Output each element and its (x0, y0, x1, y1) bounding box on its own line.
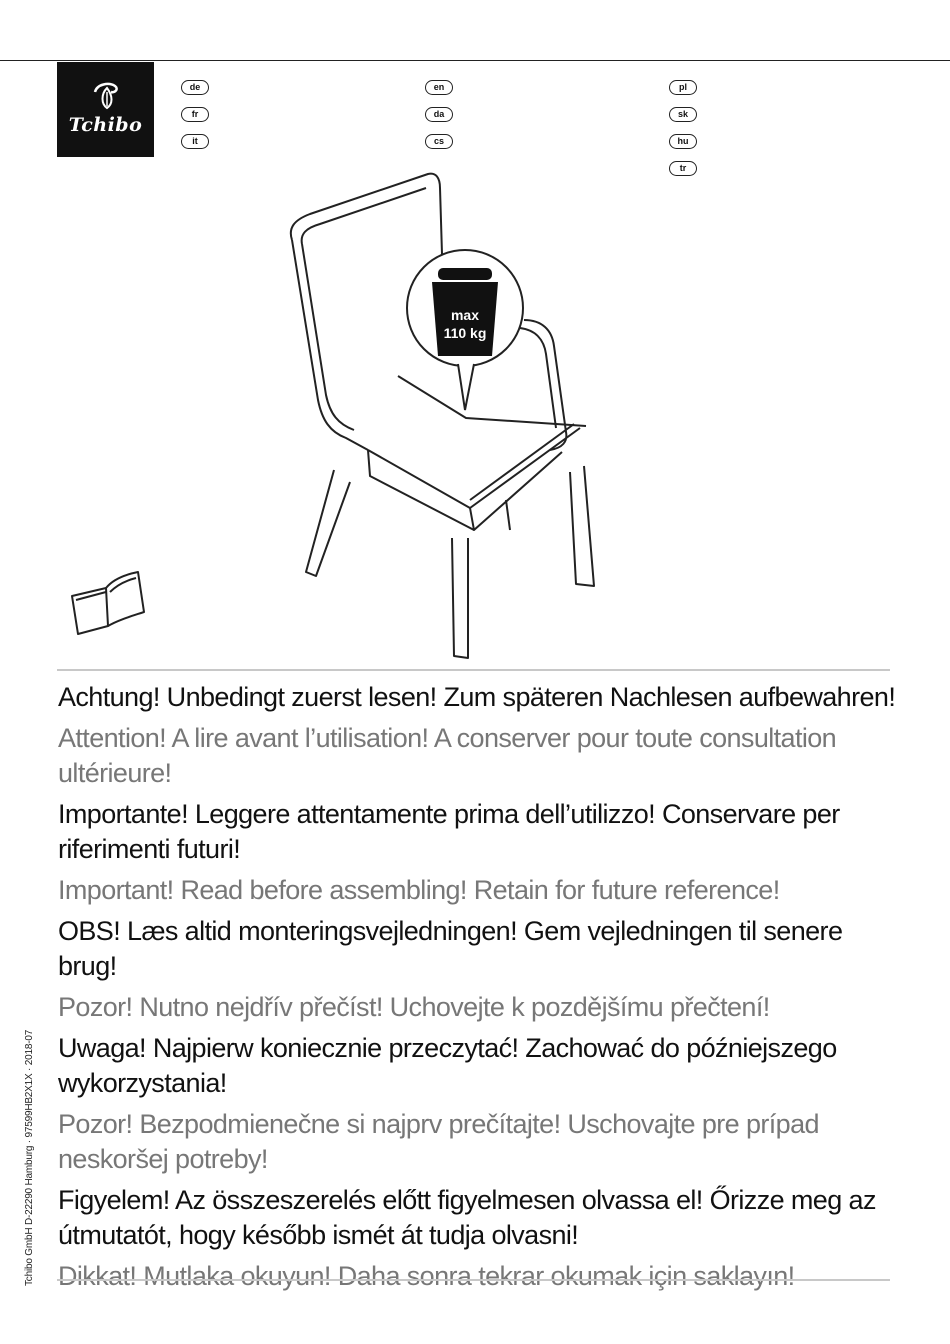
language-badge: cs (425, 134, 453, 149)
weight-icon (438, 268, 492, 280)
chair-illustration (280, 170, 620, 665)
language-badge: tr (669, 161, 697, 176)
language-column-2 (425, 80, 453, 161)
notice-en: Important! Read before assembling! Retain for future reference! (58, 875, 780, 905)
language-column-3 (669, 80, 697, 188)
imprint-text: Tchibo GmbH D-22290 Hamburg · 97599HB2X1X · 2018-07 (24, 1029, 35, 1286)
language-badge: de (181, 80, 209, 95)
notice-cs: Pozor! Nutno nejdřív přečíst! Uchovejte k pozdějšímu přečtení! (58, 992, 770, 1022)
notice-tr: Dikkat! Mutlaka okuyun! Daha sonra tekrar okumak için saklayın! (58, 1261, 795, 1291)
notice-da: OBS! Læs altid monteringsvejledningen! Gem vejledningen til senere brug! (58, 916, 843, 981)
notice-de: Achtung! Unbedingt zuerst lesen! Zum späteren Nachlesen aufbewahren! (58, 682, 896, 712)
top-rule (0, 60, 950, 61)
notice-sk: Pozor! Bezpodmienečne si najprv prečítajte! Uschovajte pre prípad neskoršej potreby! (58, 1109, 819, 1174)
open-book-icon (66, 568, 150, 638)
language-badge: en (425, 80, 453, 95)
language-badge: da (425, 107, 453, 122)
brand-wordmark: Tchibo (68, 114, 143, 136)
notice-hu: Figyelem! Az összeszerelés előtt figyelmesen olvassa el! Őrizze meg az útmutatót, hogy később ismét át tudja olvasni! (58, 1185, 876, 1250)
divider-bottom (57, 1279, 890, 1281)
language-badge: pl (669, 80, 697, 95)
weight-badge (407, 250, 523, 410)
notice-pl: Uwaga! Najpierw koniecznie przeczytać! Zachować do późniejszego wykorzystania! (58, 1033, 837, 1098)
weight-max-label: max (450, 307, 480, 323)
coffee-bean-icon (57, 62, 154, 157)
language-column-1 (181, 80, 209, 161)
weight-value-label: 110 kg (443, 325, 487, 341)
notice-fr: Attention! A lire avant l’utilisation! A conserver pour toute consultation ultérieure! (58, 723, 837, 788)
language-badge: fr (181, 107, 209, 122)
notice-it: Importante! Leggere attentamente prima dell’utilizzo! Conservare per riferimenti futuri! (58, 799, 840, 864)
language-badge: it (181, 134, 209, 149)
safety-notices (58, 680, 898, 1300)
divider-top (57, 669, 890, 671)
language-badge: sk (669, 107, 697, 122)
brand-logo (57, 62, 154, 157)
language-badge: hu (669, 134, 697, 149)
